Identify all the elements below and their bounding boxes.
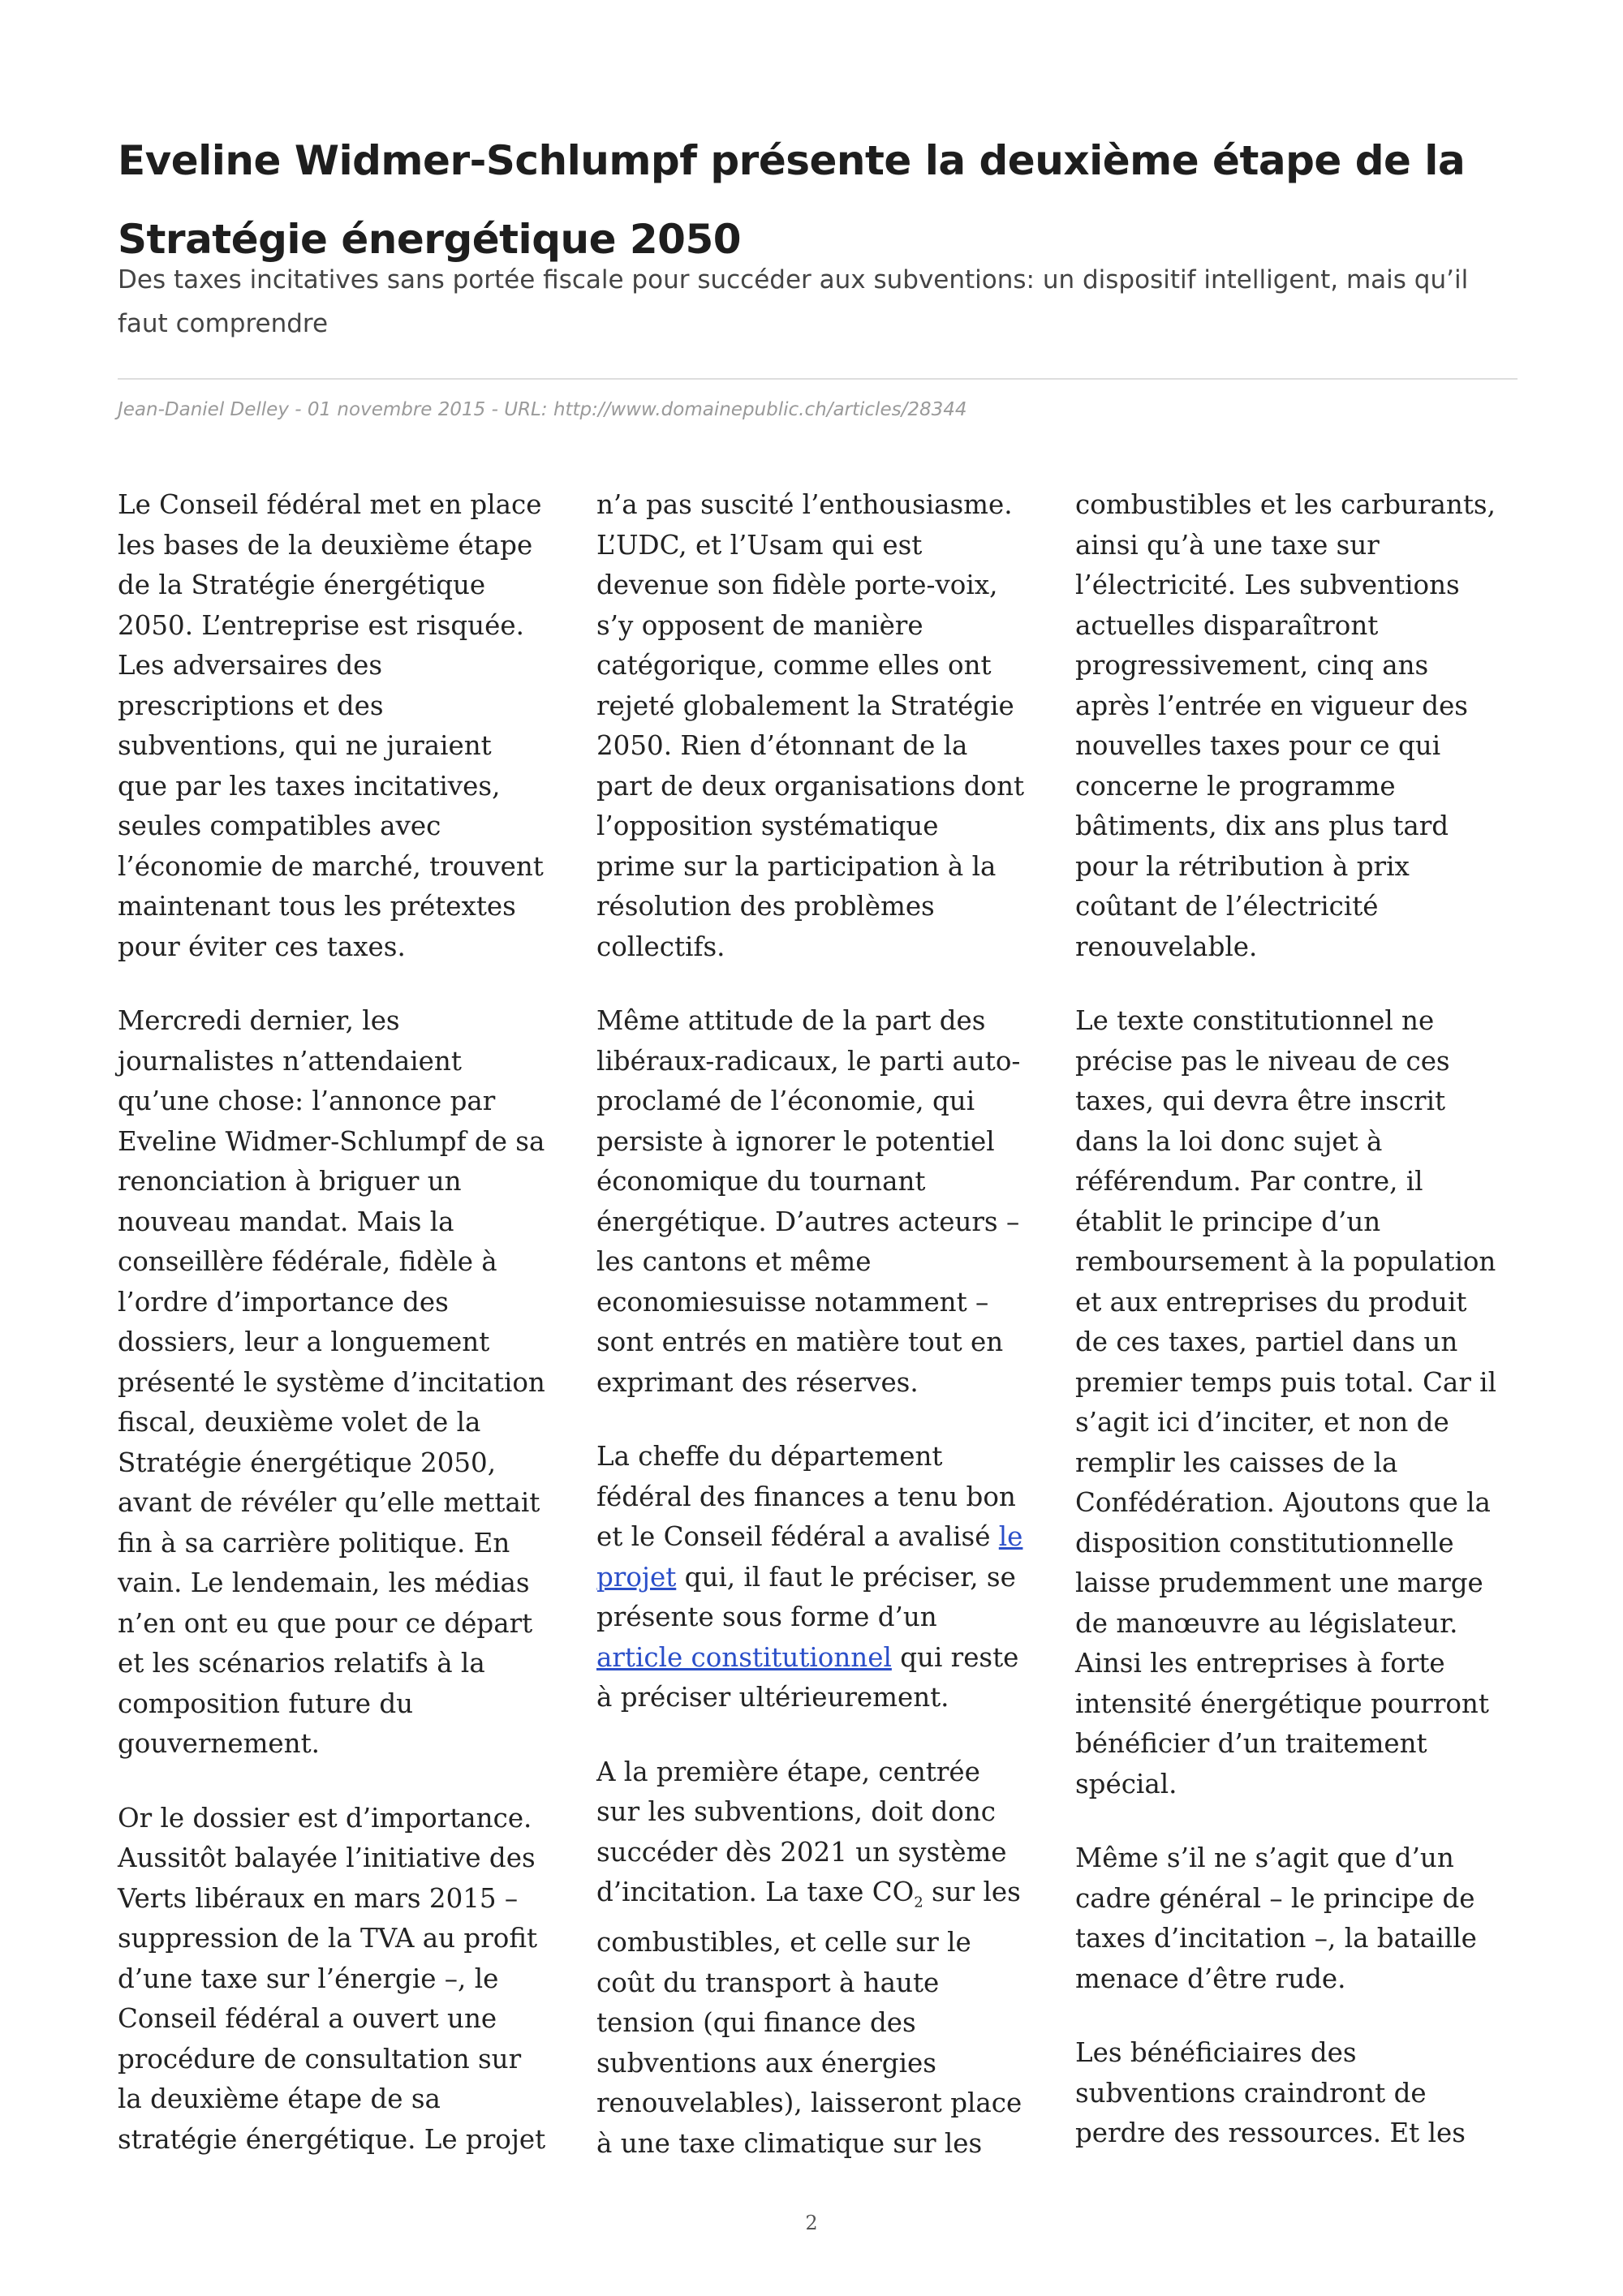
text-line: La cheffe du département [596,1441,943,1472]
text-line: bénéficier d’un traitement [1075,1728,1427,1759]
text-line: 2050. L’entreprise est risquée. [118,609,524,641]
text-line: Les adversaires des [118,650,383,681]
projet-link[interactable]: le [998,1521,1023,1552]
text-line: précise pas le niveau de ces [1075,1045,1450,1077]
text-fragment: qui, il faut le préciser, se [676,1561,1016,1593]
text-line: référendum. Par contre, il [1075,1166,1423,1197]
text-line: spécial. [1075,1768,1177,1799]
text-line: concerne le programme [1075,770,1396,802]
page-number: 2 [805,2212,818,2234]
text-line: prescriptions et des [118,690,384,721]
text-line: laisse prudemment une marge [1075,1567,1483,1598]
text-line: prime sur la participation à la [596,850,997,882]
text-line: gouvernement. [118,1728,320,1759]
text-line: Ainsi les entreprises à forte [1075,1648,1445,1679]
text-line: et les scénarios relatifs à la [118,1648,485,1679]
text-line: progressivement, cinq ans [1075,650,1429,681]
text-line: de la Stratégie énergétique [118,570,486,600]
subscript: 2 [914,1894,923,1911]
text-line: s’y opposent de manière [596,609,923,641]
text-line: Or le dossier est d’importance. [118,1802,532,1834]
text-line: combustibles, et celle sur le [596,1927,971,1958]
paragraph [1075,1001,1526,1804]
text-line: énergétique. D’autres acteurs – [596,1206,1020,1237]
text-line: économique du tournant [596,1166,926,1197]
text-line: l’électricité. Les subventions [1075,570,1460,600]
text-line: présenté le système d’incitation [118,1366,545,1398]
url-label: URL: [504,399,553,420]
text-line: economiesuisse notamment – [596,1286,989,1318]
text-line: Verts libéraux en mars 2015 – [118,1882,519,1914]
text-line: remboursement à la population [1075,1246,1496,1277]
title-line: Eveline Widmer-Schlumpf présente la deuxième étape de la [118,137,1466,184]
text-line: succéder dès 2021 un système [596,1836,1007,1868]
text-line: coût du transport à haute [596,1967,940,1998]
text-line: sont entrés en matière tout en [596,1326,1004,1357]
text-line: libéraux-radicaux, le parti auto- [596,1045,1021,1077]
text-line: renonciation à briguer un [118,1166,462,1197]
text-line: Le Conseil fédéral met en place [118,489,542,520]
text-line: premier temps puis total. Car il [1075,1366,1496,1398]
paragraph [118,1001,568,1765]
paragraph [118,485,568,967]
text-line: à préciser ultérieurement. [596,1682,949,1713]
text-line: exprimant des réserves. [596,1366,919,1398]
text-line: journalistes n’attendaient [118,1045,462,1077]
text-line: pour éviter ces taxes. [118,931,406,962]
text-line [596,1872,1047,1923]
text-line: maintenant tous les prétextes [118,891,516,922]
paragraph [1075,2033,1526,2154]
text-line: coûtant de l’électricité [1075,891,1379,922]
text-line: Eveline Widmer-Schlumpf de sa [118,1125,545,1157]
text-line [596,1517,1047,1558]
text-line: catégorique, comme elles ont [596,650,992,681]
header-divider [118,378,1518,380]
paragraph [596,1437,1047,1718]
text-line: renouvelables), laisseront place [596,2087,1022,2118]
text-line: actuelles disparaîtront [1075,609,1379,641]
text-line: suppression de la TVA au profit [118,1923,538,1954]
text-line: fin à sa carrière politique. En [118,1527,510,1559]
text-line: d’une taxe sur l’énergie –, le [118,1963,499,1994]
text-line: perdre des ressources. Et les [1075,2118,1466,2148]
text-line: subventions aux énergies [596,2047,936,2079]
text-fragment: et le Conseil fédéral a avalisé [596,1521,999,1552]
paragraph [1075,485,1526,967]
paragraph [118,1799,568,2161]
text-line: les cantons et même [596,1246,872,1277]
text-line: devenue son fidèle porte-voix, [596,570,998,600]
text-line: n’a pas suscité l’enthousiasme. [596,489,1013,520]
text-line: s’agit ici d’inciter, et non de [1075,1407,1449,1438]
text-line: dans la loi donc sujet à [1075,1125,1383,1157]
text-line: Aussitôt balayée l’initiative des [118,1842,536,1873]
text-line: subventions, qui ne juraient [118,730,492,761]
text-line: composition future du [118,1688,414,1719]
text-line: Le texte constitutionnel ne [1075,1005,1435,1036]
text-line: qu’une chose: l’annonce par [118,1086,496,1116]
text-line: de ces taxes, partiel dans un [1075,1326,1458,1357]
meta-separator: - [288,399,308,420]
subtitle-line: Des taxes incitatives sans portée fiscale pour succéder aux subventions: un dispositif intelligent, mais qu’il [118,265,1469,295]
text-line: bâtiments, dix ans plus tard [1075,810,1449,841]
text-line: combustibles et les carburants, [1075,489,1496,520]
paragraph [1075,1838,1526,1999]
paragraph [596,485,1047,967]
text-line: que par les taxes incitatives, [118,770,501,802]
text-line: nouvelles taxes pour ce qui [1075,730,1441,761]
article-meta [118,399,967,420]
text-column-1 [118,485,568,2194]
text-line: disposition constitutionnelle [1075,1527,1454,1559]
text-line: part de deux organisations dont [596,770,1025,802]
text-line: persiste à ignorer le potentiel [596,1125,995,1157]
publication-date: 01 novembre 2015 [307,399,486,420]
projet-link[interactable]: projet [596,1561,677,1593]
text-line: stratégie énergétique. Le projet [118,2123,546,2155]
text-line: Les bénéficiaires des [1075,2037,1357,2068]
text-line: la deuxième étape de sa [118,2083,441,2114]
text-line: seules compatibles avec [118,810,441,841]
title-line: Stratégie énergétique 2050 [118,216,742,263]
text-line: résolution des problèmes [596,891,935,922]
author: Jean-Daniel Delley [118,399,289,420]
text-line: après l’entrée en vigueur des [1075,690,1468,721]
text-line: 2050. Rien d’étonnant de la [596,730,968,761]
text-line: les bases de la deuxième étape [118,529,533,561]
text-line: de manœuvre au législateur. [1075,1607,1458,1639]
text-line [596,1638,1047,1679]
text-line: avant de révéler qu’elle mettait [118,1487,540,1518]
article-subtitle [118,258,1497,346]
text-line: à une taxe climatique sur les [596,2127,983,2159]
text-line: et aux entreprises du produit [1075,1286,1467,1318]
paragraph [596,1001,1047,1403]
text-line: n’en ont eu que pour ce départ [118,1607,533,1639]
text-line: menace d’être rude. [1075,1963,1346,1994]
text-fragment: sur les [923,1877,1021,1907]
text-line: A la première étape, centrée [596,1756,980,1787]
text-line: collectifs. [596,931,725,962]
text-line: taxes d’incitation –, la bataille [1075,1923,1477,1954]
text-line [596,1558,1047,1598]
article-constitutionnel-link[interactable]: article constitutionnel [596,1641,892,1673]
text-column-2 [596,485,1047,2198]
text-line: tension (qui finance des [596,2007,916,2038]
text-line: Conseil fédéral a ouvert une [118,2003,497,2034]
text-fragment: qui reste [891,1641,1019,1673]
text-line: cadre général – le principe de [1075,1882,1475,1914]
text-line: Mercredi dernier, les [118,1005,400,1036]
text-line: ainsi qu’à une taxe sur [1075,529,1380,561]
text-line: procédure de consultation sur [118,2043,522,2075]
text-line: présente sous forme d’un [596,1602,937,1632]
text-line: nouveau mandat. Mais la [118,1206,454,1237]
text-line: subventions craindront de [1075,2077,1427,2109]
text-line: Stratégie énergétique 2050, [118,1447,497,1478]
text-line: Confédération. Ajoutons que la [1075,1487,1491,1518]
text-line: sur les subventions, doit donc [596,1796,997,1827]
text-line: renouvelable. [1075,931,1258,962]
paragraph [596,1752,1047,2165]
text-line: taxes, qui devra être inscrit [1075,1086,1446,1116]
text-line: fédéral des finances a tenu bon [596,1481,1016,1512]
text-line: vain. Le lendemain, les médias [118,1567,530,1598]
meta-separator: - [485,399,505,420]
text-line: proclamé de l’économie, qui [596,1086,975,1116]
text-line: pour la rétribution à prix [1075,850,1410,882]
article-url: http://www.domainepublic.ch/articles/28344 [553,399,967,420]
text-line: Même attitude de la part des [596,1005,986,1036]
text-line: l’ordre d’importance des [118,1286,449,1318]
text-line: L’UDC, et l’Usam qui est [596,529,923,561]
text-line: fiscal, deuxième volet de la [118,1407,481,1438]
text-fragment: d’incitation. La taxe CO [596,1877,915,1907]
text-line: remplir les caisses de la [1075,1447,1398,1478]
text-line: intensité énergétique pourront [1075,1688,1489,1719]
text-line: conseillère fédérale, fidèle à [118,1246,497,1277]
article-title [118,122,1513,279]
text-column-3 [1075,485,1526,2188]
subtitle-line: faut comprendre [118,309,329,338]
text-line: établit le principe d’un [1075,1206,1381,1237]
text-line: dossiers, leur a longuement [118,1326,490,1357]
text-line: rejeté globalement la Stratégie [596,690,1014,721]
text-line: l’économie de marché, trouvent [118,850,544,882]
text-line: l’opposition systématique [596,810,939,841]
text-line: Même s’il ne s’agit que d’un [1075,1842,1454,1873]
